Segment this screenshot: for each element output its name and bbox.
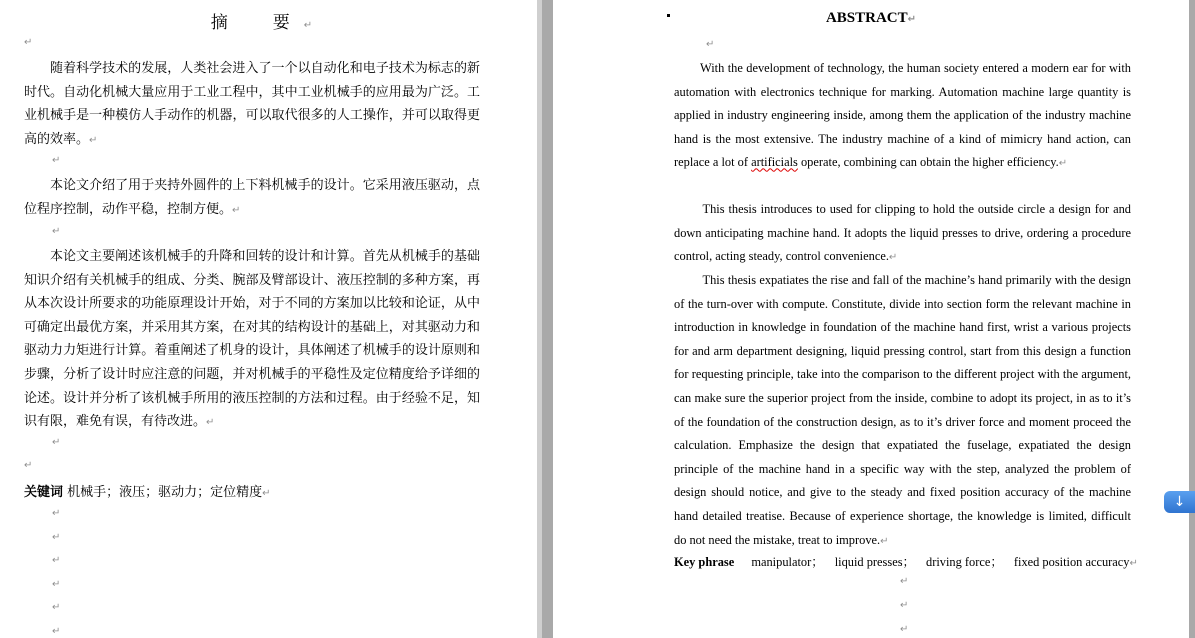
paragraph-mark: ↵ — [52, 508, 61, 519]
en-paragraph-2: This thesis introduces to used for clipping to hold the outside circle a design for and down anticipating machine hand. It adopts the liquid presses to drive, ordering a procedure control, acting steady, control convenience.↵ — [674, 202, 1131, 264]
paragraph-mark: ↵ — [907, 14, 917, 25]
keywords-cn — [24, 481, 271, 500]
cn-paragraph-1: 随着科学技术的发展，人类社会进入了一个以自动化和电子技术为标志的新时代。自动化机械大量应用于工业工程中，其中工业机械手的应用最为广泛。工业机械手是一种模仿人手动作的机器，可以取代很多的人工操作，并可以取得更高的效率。↵ — [24, 61, 480, 147]
paragraph-mark: ↵ — [900, 624, 909, 635]
paragraph-mark: ↵ — [24, 37, 33, 48]
paragraph-mark: ↵ — [52, 579, 61, 590]
abstract-title-cn: 摘 要↵ — [210, 13, 327, 33]
paragraph-mark: ↵ — [1129, 558, 1138, 569]
en-paragraph-1: With the development of technology, the human society entered a modern ear for with automation with electronics technique for marking. Automation machine large quantity is applied in industry engineering inside, among them the application of the industry machine hand is the most extensive. The industry machine of a kind of mimicry hand action, can replace a lot of artificials operate, combining can obtain the higher efficiency.↵ — [674, 61, 1131, 170]
cn-paragraph-3: 本论文主要阐述该机械手的升降和回转的设计和计算。首先从机械手的基础知识介绍有关机械手的组成、分类、腕部及臂部设计、液压控制的多种方案，再从本次设计所要求的功能原理设计开始，对于不同的方案加以比较和论证，从中可确定出最优方案，并采用其方案，在对其的结构设计的基础上，对其驱动力和驱动力力矩进行计算。着重阐述了机身的设计，具体阐述了机械手的设计原则和步骤，分析了设计时应注意的问题，并对机械手的平稳性及定位精度给予详细的论述。设计并分析了该机械手所用的液压控制的方法和过程。由于经验不足，知识有限，难免有误，有待改进。↵ — [24, 249, 480, 430]
paragraph-mark: ↵ — [262, 488, 271, 499]
paragraph-mark: ↵ — [206, 417, 215, 429]
paragraph-mark: ↵ — [52, 437, 61, 448]
paragraph-mark: ↵ — [880, 535, 889, 547]
paragraph-mark: ↵ — [900, 576, 909, 587]
paragraph-mark: ↵ — [303, 20, 327, 31]
keyword: driving force； — [926, 555, 1003, 569]
cn-paragraph-2: 本论文介绍了用于夹持外圆件的上下料机械手的设计。它采用液压驱动，点位程序控制，动作平稳，控制方便。↵ — [24, 178, 480, 217]
paragraph-mark: ↵ — [52, 555, 61, 566]
paragraph-mark: ↵ — [52, 602, 61, 613]
en-paragraph-3: This thesis expatiates the rise and fall of the machine’s hand primarily with the design of the turn-over with compute. Constitute, divide into section form the relevant machine in introduction in knowledge in foundation of the machine hand first, wrist a various projects for and arm department designing, liquid pressing control, start from this design a function for requesting principle, take into the comparison to the different project with the argument, can make sure the superior project from the inside, combine to adopt its project, in as to it’s of the foundation of the construction design, as to it’s driver force and moment proceed the calculation. Emphasize the design that expatiated the fuselage, expatiated the design principle of the machine hand in a specific way with the step, analyzed the problem of design should notice, and give to the steady and fixed position accuracy of the machine hand detailed treatise. Because of experience shortage, the knowledge is limited, difficult do not need the mistake, treat to improve.↵ — [674, 273, 1131, 547]
keyword: liquid presses； — [834, 555, 915, 569]
paragraph-mark: ↵ — [52, 226, 61, 237]
paragraph-mark: ↵ — [1058, 158, 1068, 170]
scroll-down-arrow-icon[interactable]: ↓ — [1164, 491, 1195, 513]
paragraph-mark: ↵ — [89, 134, 98, 146]
keyword: manipulator； — [751, 555, 824, 569]
paragraph-mark: ↵ — [232, 204, 241, 216]
keyword: fixed position accuracy — [1013, 555, 1130, 569]
paragraph-mark: ↵ — [52, 626, 61, 637]
misspelled-word: artificials — [751, 155, 798, 170]
paragraph-mark: ↵ — [706, 39, 715, 50]
keywords-en — [674, 552, 1138, 570]
paragraph-mark: ↵ — [900, 600, 909, 611]
page-right — [553, 0, 1189, 638]
keywords-text-cn: 机械手；液压；驱动力；定位精度 — [67, 485, 263, 500]
keywords-label-en: Key phrase — [674, 555, 735, 569]
vertical-scrollbar[interactable] — [1189, 0, 1195, 638]
paragraph-mark: ↵ — [52, 155, 61, 166]
paragraph-mark: ↵ — [24, 460, 33, 471]
paragraph-mark: ↵ — [888, 252, 898, 264]
page-gap — [537, 0, 553, 638]
abstract-title-en: ABSTRACT↵ — [825, 10, 917, 26]
page-left — [0, 0, 537, 638]
paragraph-mark: ↵ — [52, 532, 61, 543]
keywords-label-cn: 关键词 — [24, 485, 64, 500]
